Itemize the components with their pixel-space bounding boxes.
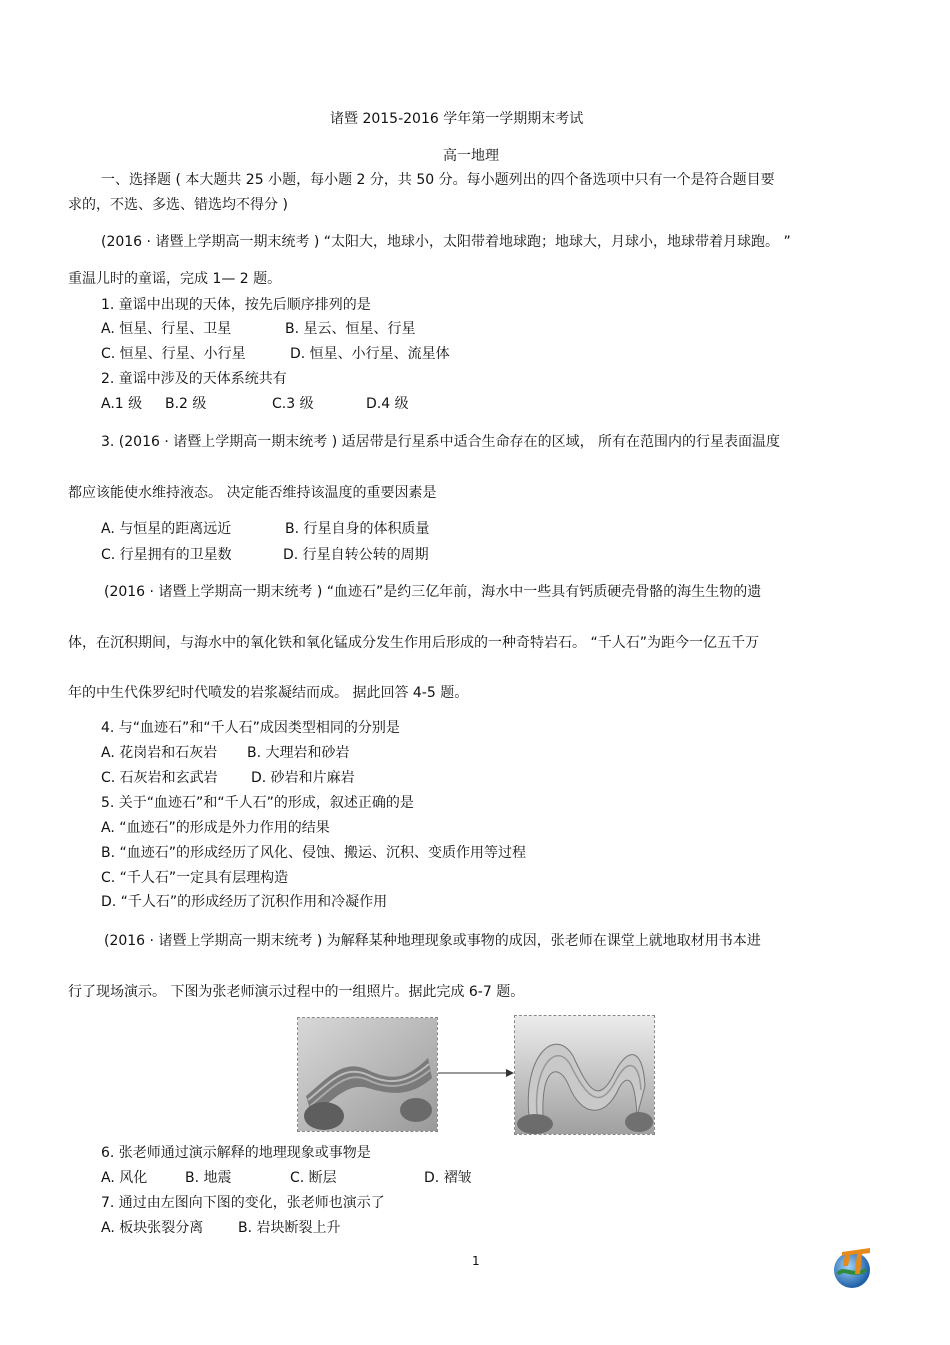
q4-option-c: C. 石灰岩和玄武岩 [101,770,218,786]
q7-stem: 7. 通过由左图向下图的变化，张老师也演示了 [101,1195,385,1211]
section-heading-cont: 求的，不选、多选、错选均不得分 ) [68,197,288,213]
section-heading: 一、选择题 ( 本大题共 25 小题，每小题 2 分，共 50 分。每小题列出的四个备选项中只有一个是符合题目要 [101,172,775,188]
page-number: 1 [472,1254,480,1268]
q4-option-a: A. 花岗岩和石灰岩 [101,745,218,761]
logo-icon [830,1244,878,1290]
q3-option-a: A. 与恒星的距离远近 [101,521,232,537]
intro-q4-5-cont1: 体，在沉积期间，与海水中的氧化铁和氧化锰成分发生作用后形成的一种奇特岩石。 “千人石”为距今一亿五千万 [68,635,759,651]
intro-q6-7-cont: 行了现场演示。 下图为张老师演示过程中的一组照片。据此完成 6-7 题。 [68,984,525,1000]
q3-option-b: B. 行星自身的体积质量 [285,521,430,537]
page-subtitle: 高一地理 [443,148,499,164]
q7-option-a: A. 板块张裂分离 [101,1220,204,1236]
q6-stem: 6. 张老师通过演示解释的地理现象或事物是 [101,1145,371,1161]
q2-stem: 2. 童谣中涉及的天体系统共有 [101,371,287,387]
intro-q1-2-cont: 重温儿时的童谣，完成 1— 2 题。 [68,271,282,287]
fold-photo-left [297,1017,438,1132]
q6-option-b: B. 地震 [185,1170,232,1186]
q7-option-b: B. 岩块断裂上升 [238,1220,341,1236]
q5-option-b: B. “血迹石”的形成经历了风化、侵蚀、搬运、沉积、变质作用等过程 [101,845,527,861]
q3-stem: 3. (2016 · 诸暨上学期高一期末统考 ) 适居带是行星系中适合生命存在的区域， 所有在范围内的行星表面温度 [101,434,781,450]
q5-option-c: C. “千人石”一定具有层理构造 [101,870,289,886]
q4-option-b: B. 大理岩和砂岩 [247,745,350,761]
q2-option-c: C.3 级 [272,396,314,412]
q2-option-a: A.1 级 [101,396,143,412]
q6-option-a: A. 风化 [101,1170,148,1186]
q3-option-d: D. 行星自转公转的周期 [283,547,429,563]
intro-q4-5-cont2: 年的中生代侏罗纪时代喷发的岩浆凝结而成。 据此回答 4-5 题。 [68,685,469,701]
q3-stem-cont: 都应该能使水维持液态。 决定能否维持该温度的重要因素是 [68,485,437,501]
q4-stem: 4. 与“血迹石”和“千人石”成因类型相同的分别是 [101,720,400,736]
arrow-connector [438,1066,514,1076]
intro-q6-7: (2016 · 诸暨上学期高一期末统考 ) 为解释某种地理现象或事物的成因，张老师在课堂上就地取材用书本进 [104,933,761,949]
q2-option-b: B.2 级 [165,396,207,412]
q1-option-d: D. 恒星、小行星、流星体 [290,346,450,362]
q3-option-c: C. 行星拥有的卫星数 [101,547,232,563]
q1-option-b: B. 星云、恒星、行星 [285,321,416,337]
q5-stem: 5. 关于“血迹石”和“千人石”的形成，叙述正确的是 [101,795,414,811]
q1-option-a: A. 恒星、行星、卫星 [101,321,232,337]
q6-option-d: D. 褶皱 [424,1170,472,1186]
q6-option-c: C. 断层 [290,1170,337,1186]
q5-option-a: A. “血迹石”的形成是外力作用的结果 [101,820,330,836]
q5-option-d: D. “千人石”的形成经历了沉积作用和冷凝作用 [101,894,388,910]
intro-q4-5: (2016 · 诸暨上学期高一期末统考 ) “血迹石”是约三亿年前，海水中一些具有钙质硬壳骨骼的海生生物的遗 [104,584,762,600]
q1-option-c: C. 恒星、行星、小行星 [101,346,246,362]
q4-option-d: D. 砂岩和片麻岩 [251,770,355,786]
fold-photo-right [514,1015,655,1135]
q2-option-d: D.4 级 [366,396,409,412]
intro-q1-2: (2016 · 诸暨上学期高一期末统考 ) “太阳大，地球小，太阳带着地球跑；地球大，月球小，地球带着月球跑。 ” [101,234,791,250]
page-title: 诸暨 2015-2016 学年第一学期期末考试 [330,111,584,127]
q1-stem: 1. 童谣中出现的天体，按先后顺序排列的是 [101,297,371,313]
